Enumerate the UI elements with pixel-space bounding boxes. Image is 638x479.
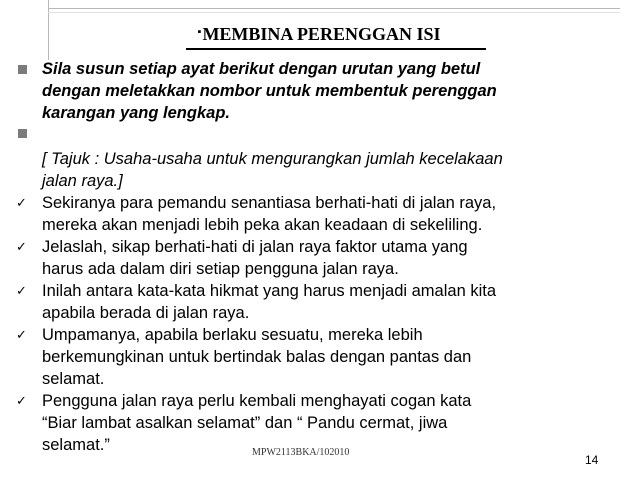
sentence-line: selamat.: [42, 370, 105, 388]
square-bullet-icon: [18, 65, 27, 74]
sentence-line: mereka akan menjadi lebih peka akan keadaan di sekeliling.: [42, 216, 483, 234]
sentence-item: [12, 280, 622, 324]
sentence-item: [12, 236, 622, 280]
sentence-line: Sekiranya para pemandu senantiasa berhati-hati di jalan raya,: [42, 194, 497, 212]
sentence-line: Inilah antara kata-kata hikmat yang harus menjadi amalan kita: [42, 282, 496, 300]
sentence-item: [12, 192, 622, 236]
title-block: [0, 24, 638, 45]
title-underline: [186, 48, 486, 50]
sentence-line: selamat.”: [42, 436, 110, 454]
sentence-line: Pengguna jalan raya perlu kembali menghayati cogan kata: [42, 392, 472, 410]
instruction-line: Sila susun setiap ayat berikut dengan urutan yang betul: [42, 60, 481, 78]
sentence-line: apabila berada di jalan raya.: [42, 304, 250, 322]
sentence-line: Jelaslah, sikap berhati-hati di jalan raya faktor utama yang: [42, 238, 468, 256]
frame-line-top: [48, 8, 620, 9]
empty-bullet-item: [12, 122, 622, 142]
check-icon: ✓: [16, 196, 27, 211]
slide-footer: MPW2113BKA/102010: [252, 447, 350, 458]
sentence-line: berkemungkinan untuk bertindak balas dengan pantas dan: [42, 348, 472, 366]
sentence-line: “Biar lambat asalkan selamat” dan “ Pandu cermat, jiwa: [42, 414, 448, 432]
topic-line: jalan raya.]: [42, 172, 123, 190]
slide-title: MEMBINA PERENGGAN ISI: [202, 24, 441, 44]
topic-item: [12, 148, 622, 192]
check-icon: ✓: [16, 394, 27, 409]
check-icon: ✓: [16, 328, 27, 343]
frame-line-top-secondary: [48, 12, 620, 13]
instruction-item: [12, 58, 622, 124]
sentence-item: [12, 324, 622, 390]
instruction-line: karangan yang lengkap.: [42, 104, 230, 122]
check-icon: ✓: [16, 284, 27, 299]
sentence-line: Umpamanya, apabila berlaku sesuatu, mereka lebih: [42, 326, 423, 344]
title-bullet-icon: ▪: [197, 26, 202, 38]
instruction-line: dengan meletakkan nombor untuk membentuk perenggan: [42, 82, 497, 100]
check-icon: ✓: [16, 240, 27, 255]
square-bullet-icon: [18, 129, 27, 138]
sentence-line: harus ada dalam diri setiap pengguna jalan raya.: [42, 260, 399, 278]
topic-line: [ Tajuk : Usaha-usaha untuk mengurangkan jumlah kecelakaan: [42, 150, 503, 168]
page-number: 14: [585, 453, 599, 467]
